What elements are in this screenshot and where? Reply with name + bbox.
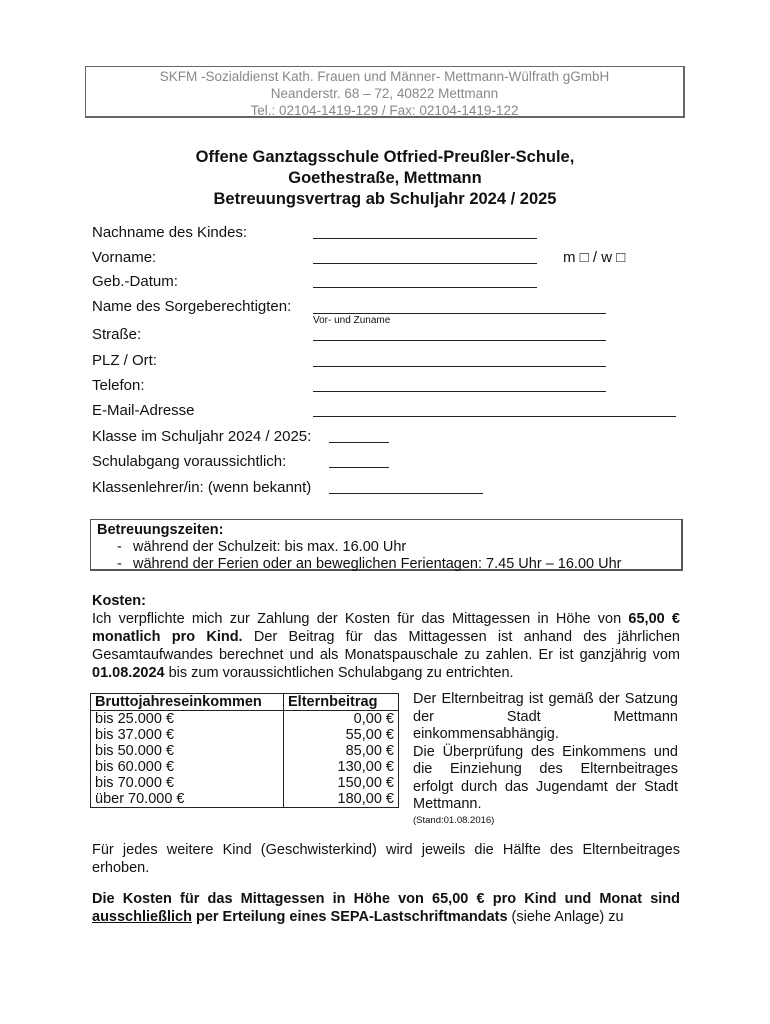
- label-vorname: Vorname:: [92, 249, 157, 266]
- label-klasse: Klasse im Schuljahr 2024 / 2025:: [92, 428, 312, 445]
- field-klasse[interactable]: [329, 442, 389, 443]
- betreuungszeiten-box: [90, 519, 683, 571]
- field-strasse[interactable]: [313, 340, 606, 341]
- label-plz-ort: PLZ / Ort:: [92, 352, 158, 369]
- field-plz-ort[interactable]: [313, 366, 606, 367]
- table-row: über 70.000 € 180,00 €: [91, 791, 399, 808]
- label-strasse: Straße:: [92, 326, 142, 343]
- title-line-1: Offene Ganztagsschule Otfried-Preußler-Schule,: [195, 148, 575, 166]
- title-line-3: Betreuungsvertrag ab Schuljahr 2024 / 2025: [213, 190, 557, 208]
- kosten-paragraph: Ich verpflichte mich zur Zahlung der Kosten für das Mittagessen in Höhe von 65,00 € monatlich pro Kind. Der Beitrag für das Mittagessen ist anhand des jährlichen Gesamtaufwandes berechnet und als Monatspauschale zu zahlen. Er ist ganzjährig vom 01.08.2024 bis zum voraussichtlichen Schulabgang zu entrichten.: [92, 611, 680, 681]
- table-row: bis 37.000 € 55,00 €: [91, 727, 399, 743]
- letterhead-phone: Tel.: 02104-1419-129 / Fax: 02104-1419-122: [250, 103, 519, 118]
- note-stand: (Stand:01.08.2016): [413, 814, 495, 826]
- note-pruefung: Die Überprüfung des Einkommens und die Einziehung des Elternbeitrages erfolgt durch das Jugendamt der Stadt Mettmann.: [413, 743, 678, 812]
- label-klassenlehrer: Klassenlehrer/in: (wenn bekannt): [92, 479, 312, 496]
- kosten-heading: Kosten:: [92, 593, 146, 609]
- gender-checkboxes[interactable]: m □ / w □: [563, 249, 626, 266]
- geschwister-paragraph: Für jedes weitere Kind (Geschwisterkind) wird jeweils die Hälfte des Elternbeitrages erhoben.: [92, 842, 680, 876]
- hint-vor-zuname: Vor- und Zuname: [313, 315, 391, 326]
- betreuungszeiten-item: - während der Schulzeit: bis max. 16.00 Uhr: [97, 539, 681, 556]
- table-row: bis 25.000 € 0,00 €: [91, 711, 399, 728]
- field-nachname[interactable]: [313, 238, 537, 239]
- table-header-fee: Elternbeitrag: [284, 694, 399, 711]
- kosten-section: [92, 592, 680, 682]
- label-sorgeberechtigter: Name des Sorgeberechtigten:: [92, 298, 292, 315]
- elternbeitrag-note: [413, 691, 678, 828]
- betreuungszeiten-item: - während der Ferien oder an beweglichen Ferientagen: 7.45 Uhr – 16.00 Uhr: [97, 556, 681, 573]
- field-email[interactable]: [313, 416, 676, 417]
- field-geburtsdatum[interactable]: [313, 287, 537, 288]
- letterhead-org: SKFM -Sozialdienst Kath. Frauen und Männer- Mettmann-Wülfrath gGmbH: [159, 69, 610, 84]
- field-sorgeberechtigter[interactable]: [313, 313, 606, 314]
- betreuungszeiten-heading: Betreuungszeiten:: [97, 522, 224, 538]
- table-row: bis 60.000 € 130,00 €: [91, 759, 399, 775]
- label-nachname: Nachname des Kindes:: [92, 224, 248, 241]
- label-email: E-Mail-Adresse: [92, 402, 195, 419]
- field-vorname[interactable]: [313, 263, 537, 264]
- letterhead-address: Neanderstr. 68 – 72, 40822 Mettmann: [270, 86, 499, 101]
- table-row: bis 70.000 € 150,00 €: [91, 775, 399, 791]
- label-telefon: Telefon:: [92, 377, 145, 394]
- field-telefon[interactable]: [313, 391, 606, 392]
- label-schulabgang: Schulabgang voraussichtlich:: [92, 453, 287, 470]
- field-klassenlehrer[interactable]: [329, 493, 483, 494]
- sepa-paragraph: Die Kosten für das Mittagessen in Höhe von 65,00 € pro Kind und Monat sind ausschließlich per Erteilung eines SEPA-Lastschriftmandats (siehe Anlage) zu: [92, 891, 680, 925]
- elternbeitrag-table: [90, 693, 399, 808]
- field-schulabgang[interactable]: [329, 467, 389, 468]
- title-line-2: Goethestraße, Mettmann: [288, 169, 482, 187]
- table-header-income: Bruttojahreseinkommen: [91, 694, 284, 711]
- label-geburtsdatum: Geb.-Datum:: [92, 273, 178, 290]
- letterhead: [85, 66, 685, 118]
- table-row: bis 50.000 € 85,00 €: [91, 743, 399, 759]
- note-satzung: Der Elternbeitrag ist gemäß der Satzung der Stadt Mettmann einkommensabhängig.: [413, 691, 678, 742]
